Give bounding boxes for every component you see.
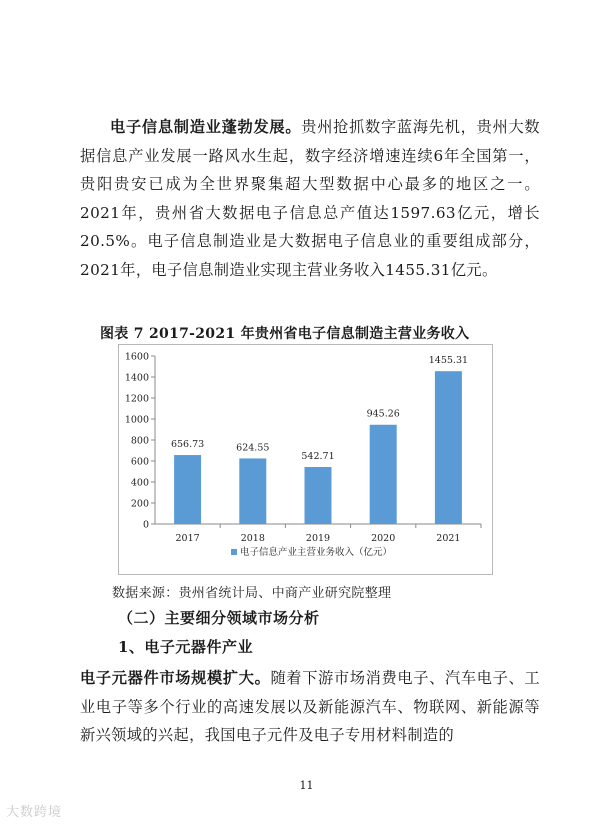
y-tick-label: 1400	[124, 372, 149, 384]
y-tick-label: 200	[130, 498, 149, 510]
bar-chart	[119, 345, 492, 574]
bar	[239, 458, 266, 524]
y-tick-label: 0	[142, 519, 149, 531]
bar	[305, 467, 332, 524]
x-tick-label: 2021	[436, 533, 461, 544]
paragraph-body: 随着下游市场消费电子、汽车电子、工业电子等多个行业的高速发展以及新能源汽车、物联网、新能源等新兴领域的兴起，我国电子元件及电子专用材料制造的	[80, 669, 540, 745]
data-source-note: 数据来源：贵州省统计局、中商产业研究院整理	[112, 586, 392, 601]
paragraph-body: 贵州抢抓数字蓝海先机，贵州大数据信息产业发展一路风水生起，数字经济增速连续6年全国第一，贵阳贵安已成为全世界聚集超大型数据中心最多的地区之一。2021年，贵州省大数据电子信息总产值达1597.63亿元，增长20.5%。电子信息制造业是大数据电子信息业的重要组成部分，2021年，电子信息制造业实现主营业务收入1455.31亿元。	[80, 118, 540, 279]
data-label: 542.71	[301, 451, 335, 463]
y-tick-label: 400	[130, 477, 149, 489]
data-label: 1455.31	[428, 355, 469, 367]
paragraph-components-market	[80, 664, 540, 750]
y-tick-label: 600	[130, 456, 149, 468]
bar	[435, 371, 462, 524]
x-tick-label: 2018	[240, 533, 265, 544]
watermark-logo: 大数跨境	[6, 805, 63, 820]
paragraph-lead: 电子信息制造业蓬勃发展。	[110, 118, 302, 136]
bar	[370, 425, 397, 524]
figure-caption: 图表 7 2017-2021 年贵州省电子信息制造主营业务收入	[100, 326, 470, 342]
x-tick-label: 2020	[371, 533, 396, 544]
y-tick-label: 1600	[124, 351, 149, 363]
section-heading: （二）主要细分领域市场分析	[118, 609, 320, 627]
legend-swatch	[231, 549, 237, 555]
data-label: 624.55	[236, 442, 270, 454]
paragraph-electronics-manufacturing	[80, 113, 540, 285]
data-label: 656.73	[170, 439, 205, 451]
chart-frame	[118, 344, 493, 575]
bar	[174, 455, 201, 524]
legend-label: 电子信息产业主营业务收入（亿元）	[240, 547, 393, 558]
subsection-heading: 1、电子元器件产业	[118, 638, 253, 656]
page-number: 11	[299, 779, 314, 792]
y-tick-label: 1000	[124, 414, 149, 426]
y-tick-label: 800	[130, 435, 149, 447]
y-tick-label: 1200	[124, 393, 149, 405]
x-tick-label: 2019	[305, 533, 331, 544]
data-label: 945.26	[366, 408, 400, 420]
x-tick-label: 2017	[175, 533, 200, 544]
paragraph-lead: 电子元器件市场规模扩大。	[80, 669, 271, 687]
